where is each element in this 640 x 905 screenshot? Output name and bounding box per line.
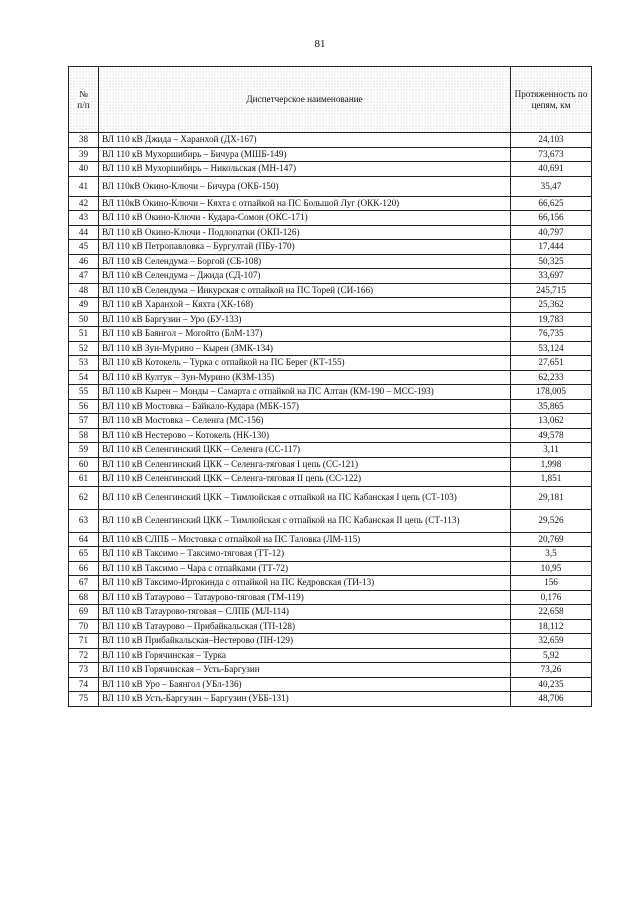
- line-name: ВЛ 110 кВ Селенгинский ЦКК – Тимлюйская с отпайкой на ПС Кабанская II цепь (СТ-113): [99, 509, 511, 532]
- line-name: ВЛ 110 кВ Прибайкальская–Нестерово (ПН-129): [99, 634, 511, 649]
- line-length: 5,92: [511, 648, 592, 663]
- line-name: ВЛ 110кВ Окино-Ключи – Кяхта с отпайкой на ПС Большой Луг (ОКК-120): [99, 196, 511, 211]
- row-number: 45: [69, 240, 99, 255]
- line-length: 50,325: [511, 254, 592, 269]
- table-row: [69, 634, 592, 649]
- table-row: [69, 663, 592, 678]
- line-length: 49,578: [511, 428, 592, 443]
- line-length: 3,11: [511, 443, 592, 458]
- table-header-row: [69, 67, 592, 133]
- row-number: 51: [69, 327, 99, 342]
- line-length: 1,851: [511, 472, 592, 487]
- line-name: ВЛ 110 кВ Селендума – Боргой (СБ-108): [99, 254, 511, 269]
- line-length: 32,659: [511, 634, 592, 649]
- line-name: ВЛ 110 кВ Мостовка – Байкало-Кудара (МБК-157): [99, 399, 511, 414]
- line-length: 25,362: [511, 298, 592, 313]
- table-row: [69, 619, 592, 634]
- table-row: [69, 133, 592, 148]
- line-length: 156: [511, 576, 592, 591]
- table-row: [69, 509, 592, 532]
- line-length: 1,998: [511, 457, 592, 472]
- line-name: ВЛ 110 кВ Татаурово – Прибайкальская (ТП-128): [99, 619, 511, 634]
- line-name: ВЛ 110 кВ Окино-Ключи - Подлопатки (ОКП-126): [99, 225, 511, 240]
- line-name: ВЛ 110 кВ Селенгинский ЦКК – Селенга (СС-117): [99, 443, 511, 458]
- line-length: 24,103: [511, 133, 592, 148]
- row-number: 54: [69, 370, 99, 385]
- line-length: 20,769: [511, 532, 592, 547]
- table-row: [69, 385, 592, 400]
- table-row: [69, 176, 592, 196]
- table-row: [69, 312, 592, 327]
- line-length: 40,235: [511, 677, 592, 692]
- line-length: 17,444: [511, 240, 592, 255]
- table-row: [69, 561, 592, 576]
- row-number: 75: [69, 692, 99, 707]
- line-name: ВЛ 110 кВ Нестерово – Котокель (НК-130): [99, 428, 511, 443]
- table-row: [69, 648, 592, 663]
- line-name: ВЛ 110 кВ Таксимо – Таксимо-тяговая (ТТ-12): [99, 547, 511, 562]
- row-number: 39: [69, 147, 99, 162]
- line-name: ВЛ 110кВ Окино-Ключи – Бичура (ОКБ-150): [99, 176, 511, 196]
- table-row: [69, 356, 592, 371]
- table-row: [69, 547, 592, 562]
- line-length: 29,526: [511, 509, 592, 532]
- line-name: ВЛ 110 кВ Селендума – Джида (СД-107): [99, 269, 511, 284]
- line-length: 178,005: [511, 385, 592, 400]
- line-length: 73,26: [511, 663, 592, 678]
- line-name: ВЛ 110 кВ Джида – Харанхой (ДХ-167): [99, 133, 511, 148]
- row-number: 66: [69, 561, 99, 576]
- row-number: 44: [69, 225, 99, 240]
- line-length: 10,95: [511, 561, 592, 576]
- table-row: [69, 196, 592, 211]
- line-length: 62,233: [511, 370, 592, 385]
- row-number: 41: [69, 176, 99, 196]
- line-name: ВЛ 110 кВ Мухоршибирь – Никольская (МН-147): [99, 162, 511, 177]
- line-name: ВЛ 110 кВ Зун-Мурино – Кырен (ЗМК-134): [99, 341, 511, 356]
- line-name: ВЛ 110 кВ Селенгинский ЦКК – Тимлюйская с отпайкой на ПС Кабанская I цепь (СТ-103): [99, 486, 511, 509]
- header-length: Протяженность по цепям, км: [511, 67, 592, 133]
- line-name: ВЛ 110 кВ Баргузин – Уро (БУ-133): [99, 312, 511, 327]
- row-number: 61: [69, 472, 99, 487]
- table-row: [69, 677, 592, 692]
- table-row: [69, 532, 592, 547]
- table-row: [69, 147, 592, 162]
- table-row: [69, 414, 592, 429]
- table-row: [69, 605, 592, 620]
- row-number: 59: [69, 443, 99, 458]
- row-number: 57: [69, 414, 99, 429]
- header-number: № п/п: [69, 67, 99, 133]
- line-length: 35,865: [511, 399, 592, 414]
- table-row: [69, 254, 592, 269]
- table-row: [69, 443, 592, 458]
- table-row: [69, 211, 592, 226]
- line-name: ВЛ 110 кВ Култук – Зун-Мурино (КЗМ-135): [99, 370, 511, 385]
- line-name: ВЛ 110 кВ Окино-Ключи - Кудара-Сомон (ОКС-171): [99, 211, 511, 226]
- row-number: 60: [69, 457, 99, 472]
- line-length: 40,797: [511, 225, 592, 240]
- line-length: 66,625: [511, 196, 592, 211]
- line-length: 18,112: [511, 619, 592, 634]
- line-length: 22,658: [511, 605, 592, 620]
- row-number: 40: [69, 162, 99, 177]
- table-row: [69, 298, 592, 313]
- line-name: ВЛ 110 кВ Мухоршибирь – Бичура (МШБ-149): [99, 147, 511, 162]
- table-row: [69, 472, 592, 487]
- line-name: ВЛ 110 кВ Баянгол – Могойто (БлМ-137): [99, 327, 511, 342]
- row-number: 49: [69, 298, 99, 313]
- line-length: 48,706: [511, 692, 592, 707]
- row-number: 68: [69, 590, 99, 605]
- row-number: 56: [69, 399, 99, 414]
- line-name: ВЛ 110 кВ Селенгинский ЦКК – Селенга-тяговая II цепь (СС-122): [99, 472, 511, 487]
- table-row: [69, 399, 592, 414]
- table-row: [69, 486, 592, 509]
- line-length: 33,697: [511, 269, 592, 284]
- table-row: [69, 692, 592, 707]
- line-length: 3,5: [511, 547, 592, 562]
- row-number: 53: [69, 356, 99, 371]
- table-row: [69, 269, 592, 284]
- row-number: 74: [69, 677, 99, 692]
- line-length: 27,651: [511, 356, 592, 371]
- line-length: 13,062: [511, 414, 592, 429]
- header-dispatch-name: Диспетчерское наименование: [99, 67, 511, 133]
- line-name: ВЛ 110 кВ Харанхой – Кяхта (ХК-168): [99, 298, 511, 313]
- row-number: 67: [69, 576, 99, 591]
- line-name: ВЛ 110 кВ Селендума – Инкурская с отпайкой на ПС Торей (СИ-166): [99, 283, 511, 298]
- row-number: 58: [69, 428, 99, 443]
- line-name: ВЛ 110 кВ Уро – Баянгол (УБл-136): [99, 677, 511, 692]
- line-name: ВЛ 110 кВ Котокель – Турка с отпайкой на ПС Берег (КТ-155): [99, 356, 511, 371]
- line-name: ВЛ 110 кВ Татаурово-тяговая – СЛПБ (МЛ-114): [99, 605, 511, 620]
- row-number: 50: [69, 312, 99, 327]
- row-number: 42: [69, 196, 99, 211]
- table-row: [69, 162, 592, 177]
- row-number: 46: [69, 254, 99, 269]
- table-row: [69, 370, 592, 385]
- line-name: ВЛ 110 кВ Мостовка – Селенга (МС-156): [99, 414, 511, 429]
- line-name: ВЛ 110 кВ СЛПБ – Мостовка с отпайкой на ПС Таловка (ЛМ-115): [99, 532, 511, 547]
- row-number: 70: [69, 619, 99, 634]
- line-length: 66,156: [511, 211, 592, 226]
- line-name: ВЛ 110 кВ Кырен – Монды – Самарта с отпайкой на ПС Алтан (КМ-190 – МСС-193): [99, 385, 511, 400]
- table-row: [69, 225, 592, 240]
- row-number: 62: [69, 486, 99, 509]
- row-number: 48: [69, 283, 99, 298]
- row-number: 73: [69, 663, 99, 678]
- line-length: 53,124: [511, 341, 592, 356]
- line-length: 40,691: [511, 162, 592, 177]
- power-lines-table: [68, 66, 592, 707]
- row-number: 55: [69, 385, 99, 400]
- line-name: ВЛ 110 кВ Селенгинский ЦКК – Селенга-тяговая I цепь (СС-121): [99, 457, 511, 472]
- line-name: ВЛ 110 кВ Горячинская – Усть-Баргузин: [99, 663, 511, 678]
- line-name: ВЛ 110 кВ Горячинская – Турка: [99, 648, 511, 663]
- row-number: 52: [69, 341, 99, 356]
- table-row: [69, 576, 592, 591]
- line-name: ВЛ 110 кВ Петропавловка – Бургултай (ПБу-170): [99, 240, 511, 255]
- line-length: 245,715: [511, 283, 592, 298]
- line-length: 0,176: [511, 590, 592, 605]
- table-row: [69, 428, 592, 443]
- table-row: [69, 240, 592, 255]
- table-row: [69, 283, 592, 298]
- line-length: 76,735: [511, 327, 592, 342]
- page-number: 81: [314, 38, 326, 50]
- table-row: [69, 341, 592, 356]
- table-row: [69, 590, 592, 605]
- line-name: ВЛ 110 кВ Татаурово – Татаурово-тяговая (ТМ-119): [99, 590, 511, 605]
- row-number: 72: [69, 648, 99, 663]
- line-name: ВЛ 110 кВ Таксимо – Чара с отпайками (ТТ-72): [99, 561, 511, 576]
- line-length: 19,783: [511, 312, 592, 327]
- line-name: ВЛ 110 кВ Усть-Баргузин – Баргузин (УББ-131): [99, 692, 511, 707]
- table-row: [69, 457, 592, 472]
- line-length: 73,673: [511, 147, 592, 162]
- row-number: 38: [69, 133, 99, 148]
- line-name: ВЛ 110 кВ Таксимо-Иргокинда с отпайкой на ПС Кедровская (ТИ-13): [99, 576, 511, 591]
- row-number: 43: [69, 211, 99, 226]
- row-number: 63: [69, 509, 99, 532]
- table-row: [69, 327, 592, 342]
- row-number: 65: [69, 547, 99, 562]
- row-number: 47: [69, 269, 99, 284]
- line-length: 35,47: [511, 176, 592, 196]
- row-number: 71: [69, 634, 99, 649]
- row-number: 69: [69, 605, 99, 620]
- row-number: 64: [69, 532, 99, 547]
- line-length: 29,181: [511, 486, 592, 509]
